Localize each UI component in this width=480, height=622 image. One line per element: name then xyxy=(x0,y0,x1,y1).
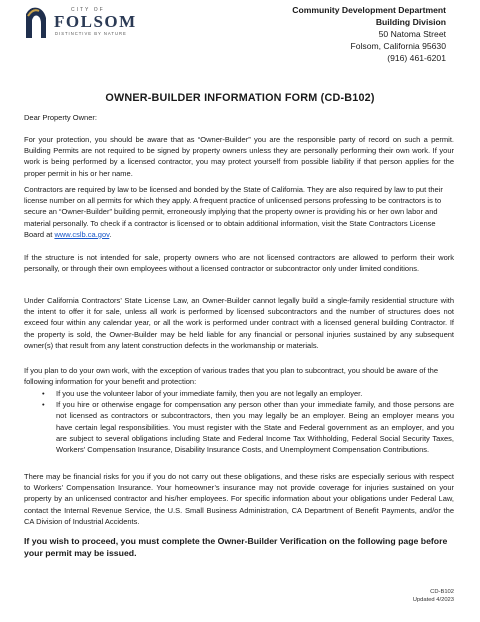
division-name: Building Division xyxy=(375,17,446,27)
paragraph-own-work: If you plan to do your own work, with the exception of various trades that you plan to subcontract, you should be aware of the following information for your benefit and protection: xyxy=(24,366,438,387)
street-address: 50 Natoma Street xyxy=(378,29,446,39)
paragraph-contractor-licensing xyxy=(24,184,454,240)
phone-number: (916) 461-6201 xyxy=(387,53,446,63)
list-item: • If you use the volunteer labor of your immediate family, then you are not legally an employer. xyxy=(40,388,454,399)
cslb-website-link[interactable]: www.cslb.ca.gov xyxy=(54,229,110,239)
department-address xyxy=(292,4,446,64)
folsom-logo-icon xyxy=(24,4,48,40)
paragraph-financial-risks: There may be financial risks for you if you do not carry out these obligations, and these risks are especially serious with respect to Workers’ Compensation Insurance. Your homeowner’s insurance may not provide coverage for injuries sustained on your property by an unlicensed contractor and his/her employees. For specific information about your obligations under Federal Law, contact the Internal Revenue Service, the U.S. Small Business Administration, CA Department of Benefit Payments, and/or the CA Division of Industrial Accidents. xyxy=(24,472,454,526)
city-state-zip: Folsom, California 95630 xyxy=(350,41,446,51)
form-footer xyxy=(413,588,454,604)
closing-instruction: If you wish to proceed, you must complete the Owner-Builder Verification on the following page before your permit may be issued. xyxy=(24,536,448,559)
city-logo xyxy=(24,4,152,44)
updated-date: Updated 4/2023 xyxy=(412,597,454,603)
contractor-licensing-end: . xyxy=(109,229,112,239)
department-name: Community Development Department xyxy=(292,5,446,15)
list-item: • If you hire or otherwise engage for compensation any person other than your immediate family, and those persons are not licensed as contractors or subcontractors, then you may legally be an employer. Being an employer means you have certain legal responsibilities. You must register with the State and Federal government as an employer, and you are subject to several obligations including State and Federal Income Tax Withholding, Federal Social Security Taxes, Workers’ Compensation Insurance, Disability Insurance Costs, and Unemployment Compensation Contributions. xyxy=(40,399,454,455)
contractor-licensing-text: Contractors are required by law to be licensed and bonded by the State of California. They are also required by law to put their license number on all permits for which they apply. A frequent practice of unlicensed persons professing to be contractors is to secure an “Owner-Builder” building permit, erroneously implying that the property owner is providing his or her own labor and material personally. To check if a contractor is licensed or to obtain additional information, visit the State Contractors License Board at xyxy=(24,185,443,239)
form-title: OWNER-BUILDER INFORMATION FORM (CD-B102) xyxy=(105,92,375,104)
salutation: Dear Property Owner: xyxy=(24,113,97,122)
paragraph-not-for-sale: If the structure is not intended for sale, property owners who are not licensed contractors are allowed to perform their work personally, or through their own employees without a licensed contractor or subcontractor only under limited conditions. xyxy=(24,253,454,274)
logo-tagline: DISTINCTIVE BY NATURE xyxy=(55,31,127,36)
paragraph-license-law: Under California Contractors’ State License Law, an Owner-Builder cannot legally build a single-family residential structure with the intent to offer it for sale, unless all work is performed by licensed subcontractors and the number of structures does not exceed four within any calendar year, or all the work is performed under contract with a licensed general building Contractor. If the property is sold, the Owner-Builder may be held liable for any financial or personal injuries sustained by any subsequent owner(s) that result from any latent construction defects in the workmanship or materials. xyxy=(24,296,454,350)
paragraph-owner-builder-responsibility: For your protection, you should be aware that as “Owner-Builder” you are the responsible party of record on such a permit. Building Permits are not required to be signed by property owners unless they are personally performing their own work. If your work is being performed by a licensed contractor, you may protect yourself from possible liability if that person applies for the proper permit in his or her name. xyxy=(24,135,454,178)
employer-obligations-list xyxy=(40,388,454,455)
logo-city-name: FOLSOM xyxy=(54,12,137,31)
logo-city-label: CITY OF xyxy=(71,7,105,13)
form-id: CD-B102 xyxy=(430,589,454,595)
